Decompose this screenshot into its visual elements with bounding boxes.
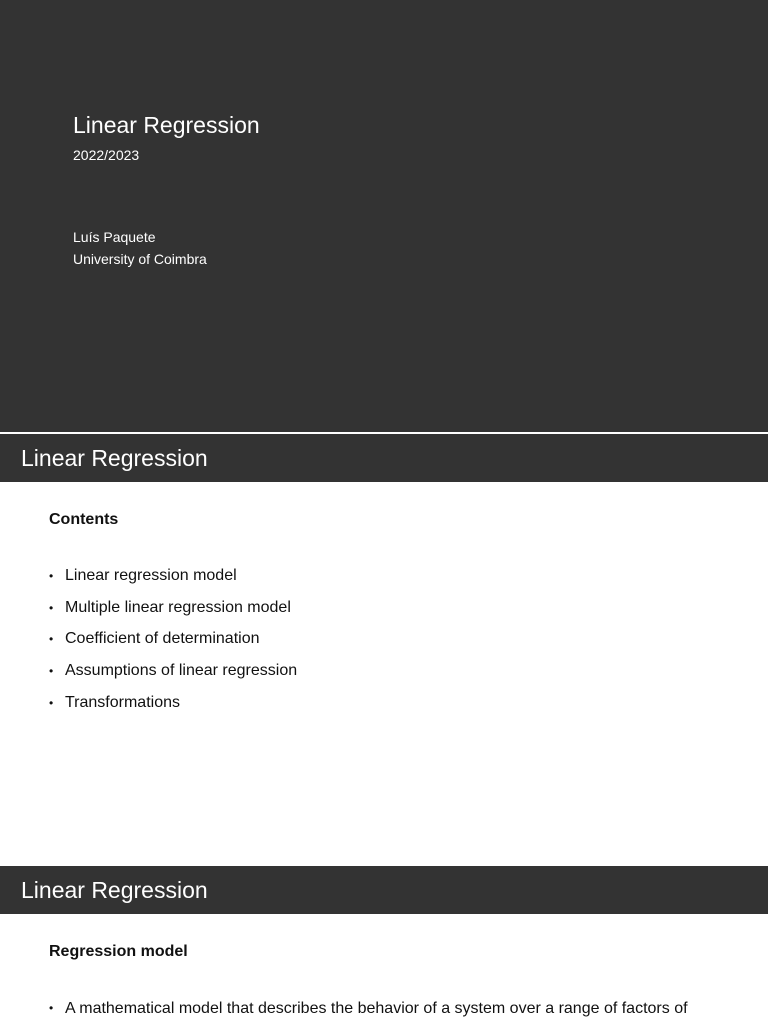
bullet-dot-icon: •: [49, 569, 54, 583]
list-item: [49, 598, 709, 618]
list-item: [49, 629, 709, 649]
bullet-dot-icon: •: [49, 632, 54, 647]
list-item: [49, 661, 709, 681]
list-item: [49, 693, 709, 713]
author-name: Luís Paquete: [73, 229, 156, 245]
bullet-dot-icon: •: [49, 1001, 54, 1015]
section-title: Regression model: [49, 943, 188, 960]
section-title: Contents: [49, 511, 119, 528]
bullet-dot-icon: •: [49, 600, 54, 615]
institution-name: University of Coimbra: [73, 251, 207, 267]
list-item-text: A mathematical model that describes the behavior of a system over a range of factors of: [65, 1000, 688, 1017]
list-item-text: Transformations: [65, 693, 180, 711]
slide-header-title: Linear Regression: [21, 877, 208, 903]
bullet-dot-icon: •: [49, 695, 54, 710]
list-item-text: Multiple linear regression model: [65, 598, 291, 616]
list-item-text: Linear regression model: [65, 567, 237, 584]
list-item-text: Assumptions of linear regression: [65, 662, 298, 680]
list-item-text: Coefficient of determination: [65, 630, 260, 648]
slide-header: [0, 866, 768, 914]
bullet-list: [49, 566, 709, 724]
list-item: [49, 996, 709, 1021]
regression-model-slide: [0, 866, 768, 1024]
slide-header: [0, 434, 768, 482]
presentation-title: Linear Regression: [73, 112, 260, 138]
academic-year: 2022/2023: [73, 147, 140, 163]
bullet-list: [49, 998, 709, 1024]
contents-slide: [0, 434, 768, 866]
title-slide: [0, 0, 768, 432]
list-item: [49, 566, 709, 586]
slide-header-title: Linear Regression: [21, 445, 208, 471]
bullet-dot-icon: •: [49, 664, 54, 679]
